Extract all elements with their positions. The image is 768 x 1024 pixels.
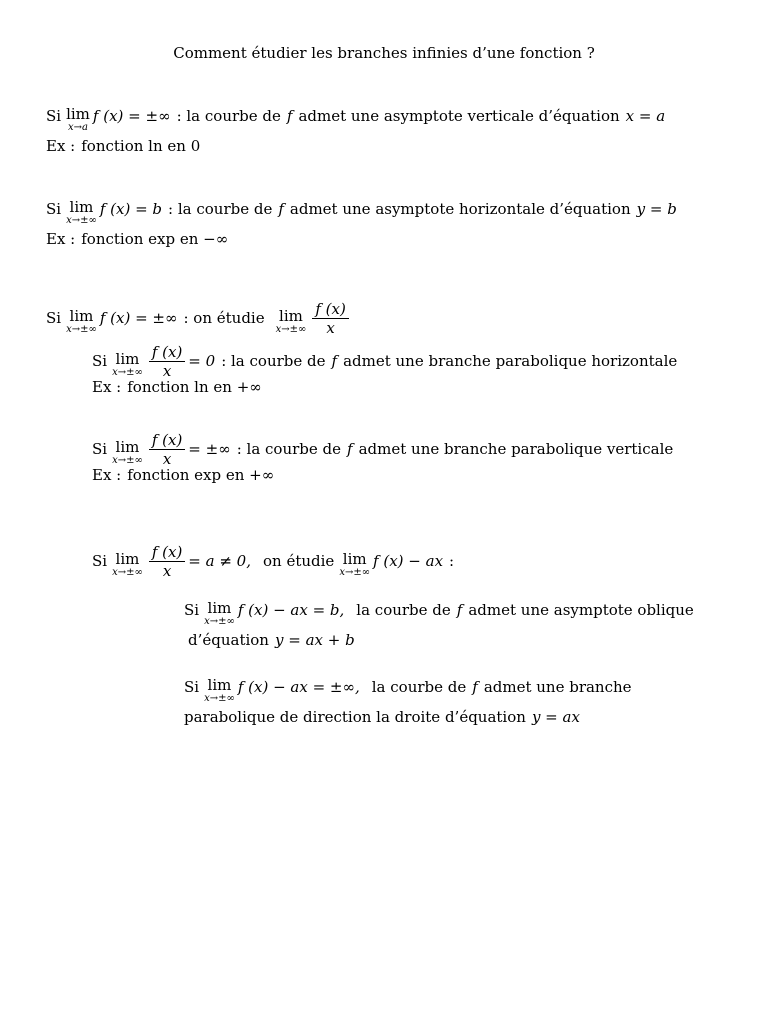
fraction: [149, 343, 185, 380]
function-symbol: f: [278, 200, 284, 218]
numerator: f (x): [149, 343, 185, 362]
example-exp-plus-inf: [92, 463, 274, 487]
lim-subscript: x→±∞: [339, 567, 371, 578]
limit-expression: f (x) − ax = b,: [237, 601, 345, 619]
rule-parabolic-direction: [184, 675, 632, 704]
lim-subscript: x→±∞: [112, 367, 143, 378]
denominator: x: [162, 449, 172, 468]
limit-expression: = a ≠ 0,: [188, 552, 251, 570]
lim-subscript: x→±∞: [204, 616, 235, 627]
example-label: Ex :: [46, 137, 76, 155]
limit-operator-2: [276, 309, 307, 335]
si-label: Si: [92, 440, 108, 458]
limit-operator: [204, 678, 235, 704]
lim-subscript: x→±∞: [275, 324, 307, 335]
lim-subscript: x→±∞: [112, 455, 143, 466]
example-label: Ex :: [92, 466, 122, 484]
limit-operator: [66, 200, 97, 226]
equation: y = b: [636, 200, 677, 218]
document-title: Comment étudier les branches infinies d’une fonction ?: [173, 44, 595, 62]
lim-word: lim: [207, 599, 232, 617]
example-text: fonction exp en +∞: [127, 466, 275, 484]
example-exp-minus-inf: [46, 227, 228, 251]
rule-text-2: admet une branche: [483, 678, 632, 696]
denominator: x: [162, 361, 172, 380]
lim-word: lim: [69, 307, 94, 325]
limit-operator-2: [339, 552, 370, 578]
function-symbol: f: [456, 601, 463, 619]
rule-text: la courbe de: [356, 601, 451, 619]
rule-text-2: admet une asymptote horizontale d’équation: [289, 200, 631, 218]
rule-horizontal-asymptote: [46, 197, 677, 226]
colon: :: [449, 552, 455, 570]
lim-word: lim: [69, 198, 94, 216]
rule-text-2: admet une asymptote verticale d’équation: [298, 107, 620, 125]
example-text: fonction ln en 0: [81, 137, 201, 155]
example-label: Ex :: [92, 378, 122, 396]
rule-infinite-limit: [46, 300, 352, 336]
rule-text: : la courbe de: [221, 352, 326, 370]
direction-equation-line: [184, 705, 580, 729]
rule-text: : on étudie: [183, 309, 265, 327]
rule-vertical-asymptote: [46, 104, 666, 133]
si-label: Si: [92, 552, 108, 570]
limit-operator: [204, 601, 235, 627]
rule-text: : la courbe de: [168, 200, 273, 218]
si-label: Si: [184, 678, 200, 696]
example-label: Ex :: [46, 230, 76, 248]
limit-operator: [66, 309, 97, 335]
rule-text: : la courbe de: [236, 440, 342, 458]
rule-text: d’équation: [188, 631, 269, 649]
limit-operator: [112, 552, 143, 578]
rule-text: on étudie: [263, 552, 335, 570]
fraction: [312, 300, 348, 337]
lim-subscript: x→±∞: [66, 215, 97, 226]
rule-text: parabolique de direction la droite d’équation: [184, 708, 526, 726]
rule-text-2: admet une branche parabolique horizontale: [343, 352, 678, 370]
limit-expression: = ±∞: [188, 440, 231, 458]
lim-word: lim: [115, 550, 140, 568]
lim-word: lim: [66, 105, 90, 123]
equation: y = ax: [531, 708, 580, 726]
limit-expression: = 0: [188, 352, 216, 370]
function-symbol: f: [331, 352, 338, 370]
si-label: Si: [92, 352, 108, 370]
lim-subscript: x→±∞: [66, 324, 97, 335]
lim-word: lim: [115, 350, 140, 368]
lim-subscript: x→a: [68, 122, 88, 133]
equation: y = ax + b: [274, 631, 355, 649]
example-ln-0: [46, 134, 200, 158]
fraction: [149, 431, 185, 468]
rule-text-2: admet une branche parabolique verticale: [358, 440, 674, 458]
lim-word: lim: [342, 550, 367, 568]
rule-finite-ratio: [92, 543, 454, 579]
denominator: x: [326, 318, 335, 337]
function-symbol: f: [286, 107, 293, 125]
numerator: f (x): [149, 543, 185, 562]
numerator: f (x): [149, 431, 185, 450]
rule-oblique-asymptote: [184, 598, 694, 627]
lim-subscript: x→±∞: [204, 693, 235, 704]
denominator: x: [162, 561, 172, 580]
si-label: Si: [46, 200, 62, 218]
si-label: Si: [184, 601, 200, 619]
example-ln-plus-inf: [92, 375, 262, 399]
lim-word: lim: [279, 307, 303, 325]
oblique-equation-line: [188, 628, 355, 652]
numerator: f (x): [312, 300, 348, 319]
example-text: fonction ln en +∞: [127, 378, 262, 396]
limit-expression: f (x) − ax = ±∞,: [237, 678, 360, 696]
lim-word: lim: [207, 676, 232, 694]
limit-expression: f (x) = ±∞: [92, 107, 171, 125]
limit-expression: f (x) = ±∞: [99, 309, 178, 327]
limit-expression-2: f (x) − ax: [373, 552, 444, 570]
fraction: [149, 543, 185, 580]
function-symbol: f: [472, 678, 478, 696]
si-label: Si: [46, 107, 62, 125]
lim-subscript: x→±∞: [112, 567, 143, 578]
rule-horizontal-branch: [92, 343, 677, 379]
example-text: fonction exp en −∞: [81, 230, 229, 248]
rule-vertical-branch: [92, 431, 673, 467]
equation: x = a: [625, 107, 666, 125]
limit-expression: f (x) = b: [99, 200, 163, 218]
si-label: Si: [46, 309, 62, 327]
lim-word: lim: [115, 438, 140, 456]
rule-text-2: admet une asymptote oblique: [468, 601, 694, 619]
limit-operator: [66, 107, 90, 133]
rule-text: : la courbe de: [176, 107, 281, 125]
rule-text: la courbe de: [371, 678, 467, 696]
function-symbol: f: [347, 440, 353, 458]
